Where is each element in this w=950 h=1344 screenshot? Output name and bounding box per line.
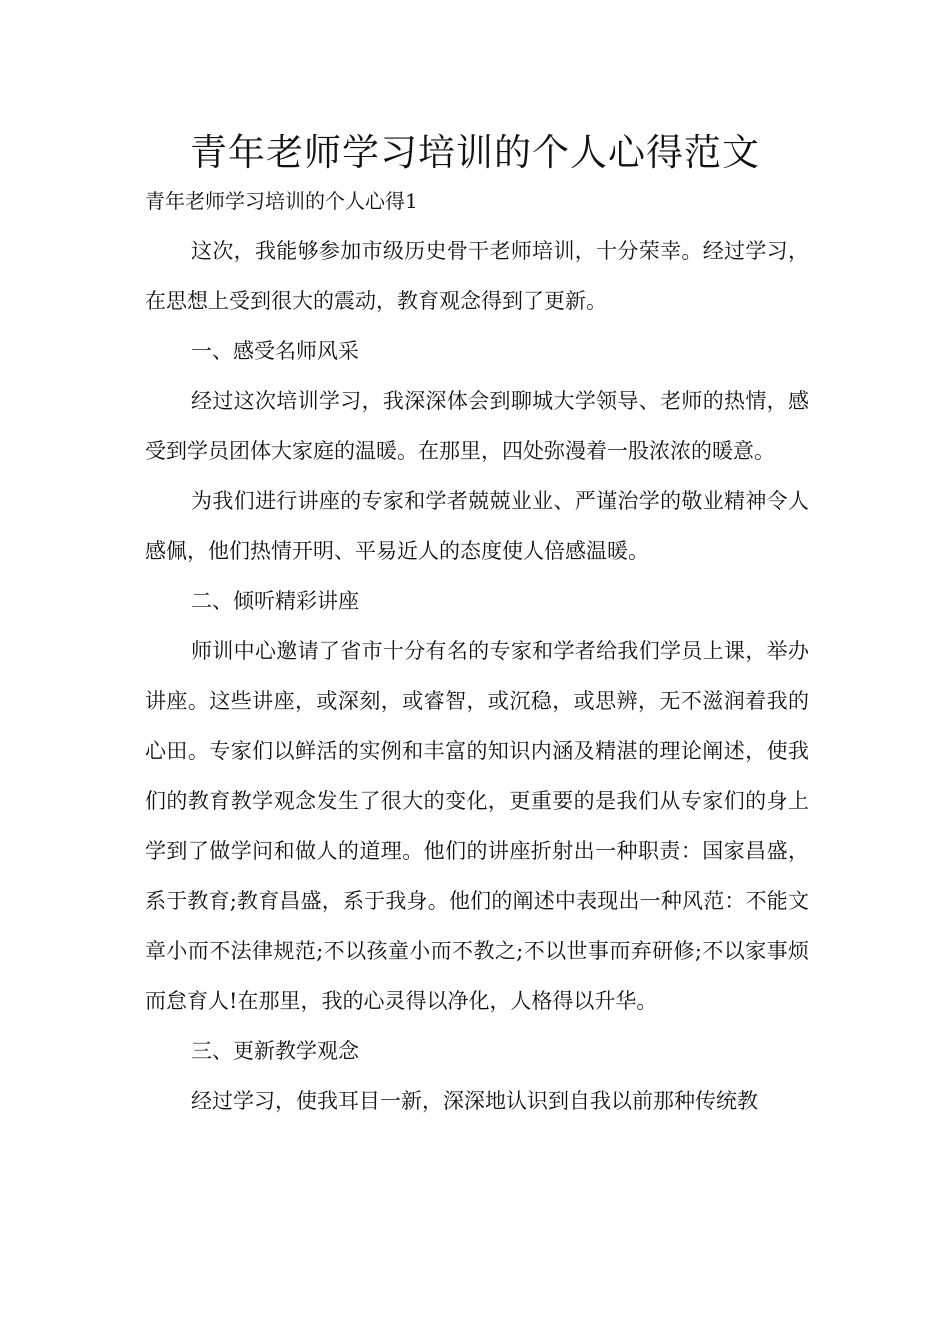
paragraph: 经过这次培训学习，我深深体会到聊城大学领导、老师的热情，感受到学员团体大家庭的温暖。在那里，四处弥漫着一股浓浓的暖意。 <box>145 389 809 463</box>
section-heading-1: 一、感受名师风采 <box>191 339 359 363</box>
paragraph-intro: 这次，我能够参加市级历史骨干老师培训，十分荣幸。经过学习，在思想上受到很大的震动，教育观念得到了更新。 <box>145 239 809 313</box>
paragraph: 师训中心邀请了省市十分有名的专家和学者给我们学员上课，举办讲座。这些讲座，或深刻，或睿智，或沉稳，或思辨，无不滋润着我的心田。专家们以鲜活的实例和丰富的知识内涵及精湛的理论阐述，使我们的教育教学观念发生了很大的变化，更重要的是我们从专家们的身上学到了做学问和做人的道理。他们的讲座折射出一种职责：国家昌盛，系于教育;教育昌盛，系于我身。他们的阐述中表现出一种风范：不能文章小而不法律规范;不以孩童小而不教之;不以世事而弃研修;不以家事烦而怠育人!在那里，我的心灵得以净化，人格得以升华。 <box>145 639 809 1013</box>
paragraph: 经过学习，使我耳目一新，深深地认识到自我以前那种传统教 <box>191 1089 758 1113</box>
paragraph: 为我们进行讲座的专家和学者兢兢业业、严谨治学的敬业精神令人感佩，他们热情开明、平易近人的态度使人倍感温暖。 <box>145 489 809 563</box>
section-heading-2: 二、倾听精彩讲座 <box>191 589 359 613</box>
document-subtitle: 青年老师学习培训的个人心得1 <box>145 189 418 213</box>
section-heading-3: 三、更新教学观念 <box>191 1039 359 1063</box>
document-title: 青年老师学习培训的个人心得范文 <box>190 131 760 174</box>
document-body <box>145 226 809 1126</box>
